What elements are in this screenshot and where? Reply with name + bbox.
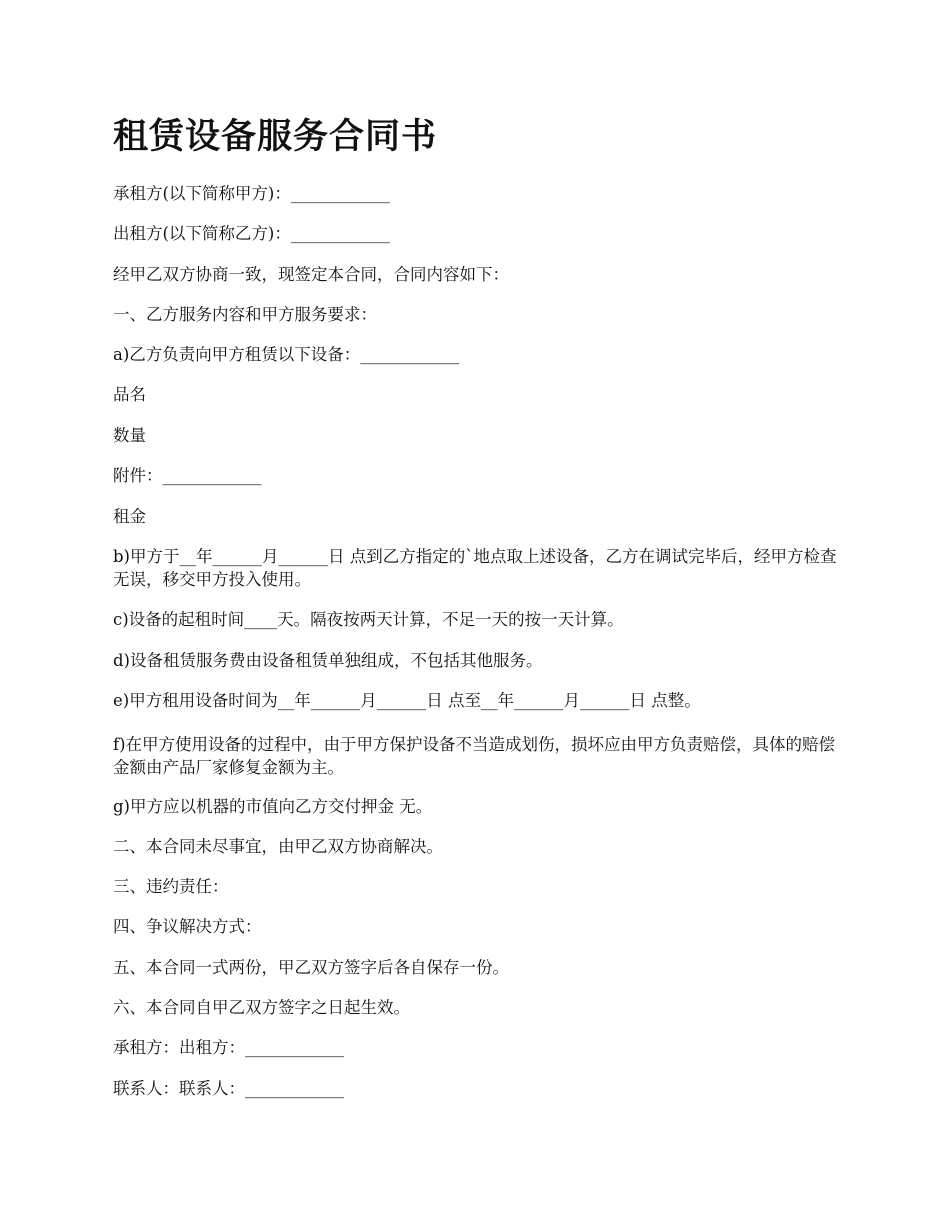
quantity-label: 数量	[113, 426, 146, 445]
clause-c: c)设备的起租时间____天。隔夜按两天计算，不足一天的按一天计算。	[113, 610, 624, 629]
clause-g: g)甲方应以机器的市值向乙方交付押金 无。	[113, 797, 433, 816]
section-3: 三、违约责任：	[113, 877, 229, 896]
intro-paragraph: 经甲乙双方协商一致，现签定本合同，合同内容如下：	[113, 265, 509, 284]
section-5: 五、本合同一式两份，甲乙双方签字后各自保存一份。	[113, 958, 509, 977]
section-1-heading: 一、乙方服务内容和甲方服务要求：	[113, 305, 377, 324]
clause-d: d)设备租赁服务费由设备租赁单独组成，不包括其他服务。	[113, 651, 543, 670]
section-2: 二、本合同未尽事宜，由甲乙双方协商解决。	[113, 837, 443, 856]
lessee-line: 承租方(以下简称甲方)：____________	[113, 184, 390, 203]
clause-a: a)乙方负责向甲方租赁以下设备：____________	[113, 345, 460, 364]
rent-label: 租金	[113, 507, 146, 526]
section-6: 六、本合同自甲乙双方签字之日起生效。	[113, 998, 410, 1017]
clause-e: e)甲方租用设备时间为__年______月______日 点至__年______月______日 点整。	[113, 691, 701, 710]
section-4: 四、争议解决方式：	[113, 917, 262, 936]
attachment-line: 附件：____________	[113, 466, 262, 485]
clause-f: f)在甲方使用设备的过程中，由于甲方保护设备不当造成划伤，损坏应由甲方负责赔偿，具体的赔偿金额由产品厂家修复金额为主。	[113, 735, 836, 777]
document-title: 租赁设备服务合同书	[113, 116, 438, 157]
signature-parties-line: 承租方：出租方：____________	[113, 1038, 344, 1057]
clause-b: b)甲方于__年______月______日 点到乙方指定的`地点取上述设备，乙方在调试完毕后，经甲方检查无误，移交甲方投入使用。	[113, 547, 837, 589]
item-name-label: 品名	[113, 385, 146, 404]
contact-persons-line: 联系人：联系人：____________	[113, 1079, 344, 1098]
lessor-line: 出租方(以下简称乙方)：____________	[113, 224, 390, 243]
